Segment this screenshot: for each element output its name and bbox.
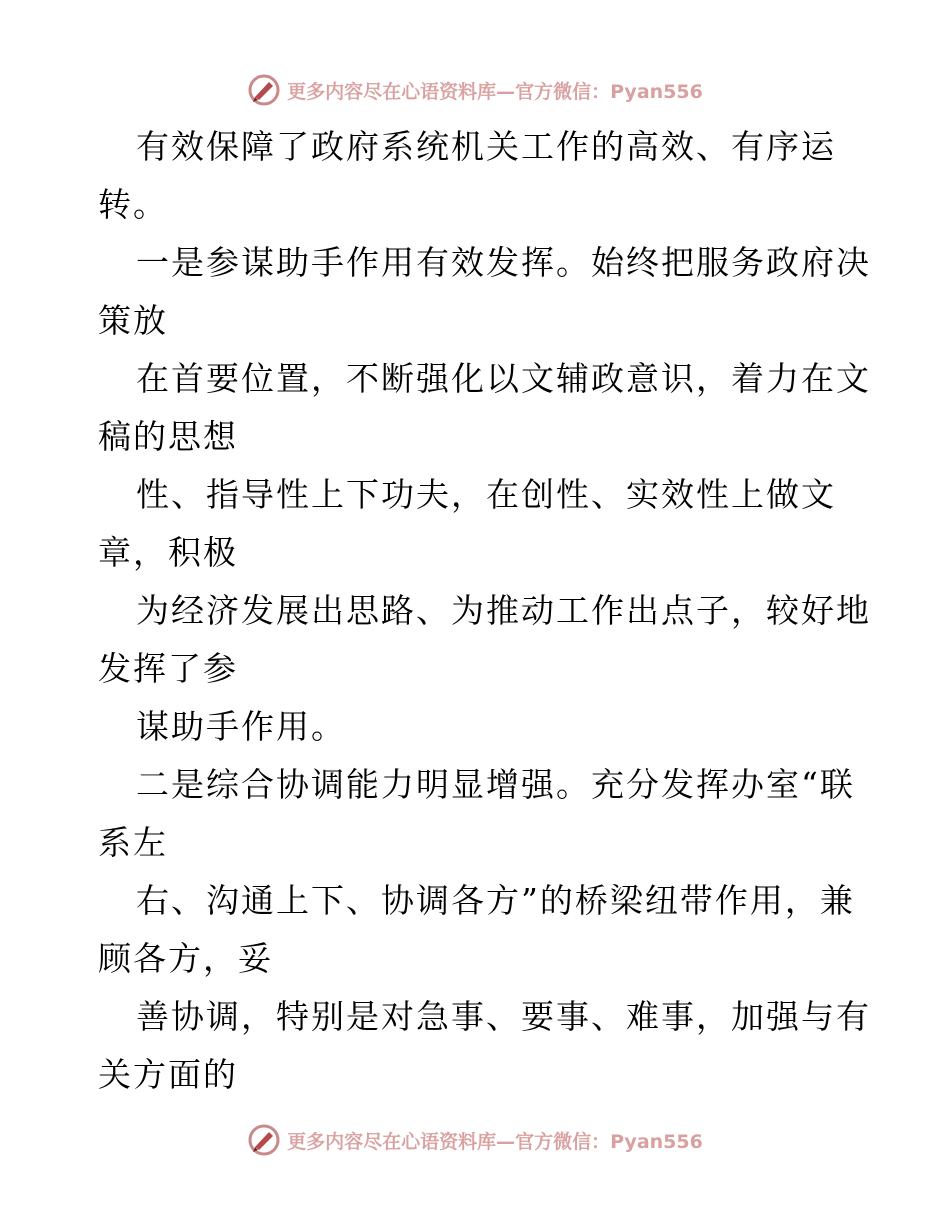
body-line: 为经济发展出思路、为推动工作出点子，较好地 [136,591,871,630]
footer-banner-text: 更多内容尽在心语资料库—官方微信：Pyan556 [287,1130,703,1153]
body-line: 顾各方，妥 [98,939,273,978]
document-body [98,118,871,1104]
body-line: 稿的思想 [98,417,238,456]
body-line: 发挥了参 [98,649,238,688]
footer-banner [0,1120,950,1160]
body-line: 善协调，特别是对急事、要事、难事，加强与有 [136,997,871,1036]
pen-circle-icon [247,1123,281,1157]
body-line: 转。 [98,185,168,224]
body-line: 性、指导性上下功夫，在创性、实效性上做文 [136,475,836,514]
body-line: 关方面的 [98,1055,238,1094]
body-line: 右、沟通上下、协调各方”的桥梁纽带作用，兼 [136,881,855,920]
body-line: 在首要位置，不断强化以文辅政意识，着力在文 [136,359,871,398]
header-banner-text: 更多内容尽在心语资料库—官方微信：Pyan556 [287,80,703,103]
body-line: 策放 [98,301,168,340]
body-line: 二是综合协调能力明显增强。充分发挥办室“联 [136,765,855,804]
body-line: 谋助手作用。 [136,707,346,746]
body-line: 章，积极 [98,533,238,572]
body-line: 有效保障了政府系统机关工作的高效、有序运 [136,127,836,166]
body-line: 系左 [98,823,168,862]
pen-circle-icon [247,73,281,107]
header-banner [0,70,950,110]
body-line: 一是参谋助手作用有效发挥。始终把服务政府决 [136,243,871,282]
